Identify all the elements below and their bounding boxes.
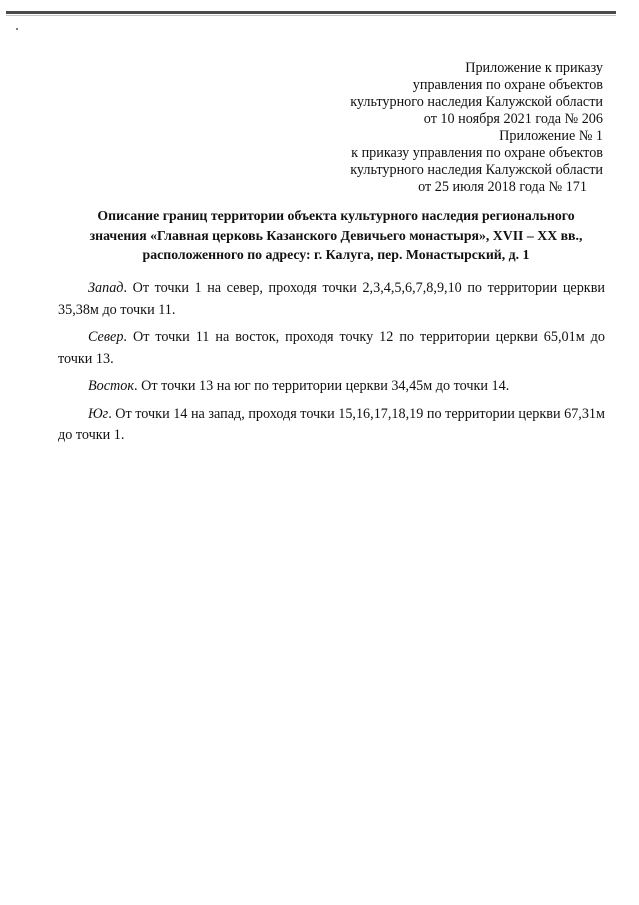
boundary-paragraph-north — [58, 327, 605, 370]
boundary-text: . От точки 14 на запад, проходя точки 15,16,17,18,19 по территории церкви 67,31м до точки 1. — [58, 405, 605, 443]
boundary-text: . От точки 11 на восток, проходя точку 12 по территории церкви 65,01м до точки 13. — [58, 329, 605, 367]
boundary-paragraph-south — [58, 404, 605, 447]
appendix-header-line: управления по охране объектов — [412, 77, 603, 93]
appendix-header — [303, 60, 603, 196]
scan-top-edge — [6, 11, 616, 14]
direction-label: Запад — [88, 280, 124, 296]
document-title-line: значения «Главная церковь Казанского Девичьего монастыря», XVII – XX вв., — [89, 227, 583, 243]
direction-label: Восток — [88, 378, 135, 394]
appendix-header-line: Приложение к приказу — [465, 60, 603, 76]
boundary-paragraph-east — [58, 376, 605, 398]
document-title-line: Описание границ территории объекта культурного наследия регионального — [97, 208, 575, 223]
appendix-header-line: от 25 июля 2018 года № 171 — [418, 179, 587, 195]
direction-label: Север — [88, 329, 124, 345]
direction-label: Юг — [88, 405, 109, 422]
appendix-header-line: культурного наследия Калужской области — [350, 94, 603, 110]
boundary-text: . От точки 13 на юг по территории церкви 34,45м до точки 14. — [134, 378, 510, 394]
scan-top-edge-shadow — [6, 15, 616, 16]
document-title — [60, 206, 612, 265]
boundary-paragraph-west — [58, 278, 605, 321]
boundary-description — [58, 278, 605, 453]
appendix-header-line: Приложение № 1 — [499, 128, 603, 144]
document-title-line: расположенного по адресу: г. Калуга, пер. Монастырский, д. 1 — [142, 247, 530, 262]
scan-speck — [16, 28, 18, 30]
boundary-text: . От точки 1 на север, проходя точки 2,3,4,5,6,7,8,9,10 по территории церкви 35,38м до точки 11. — [58, 280, 605, 318]
appendix-header-line: к приказу управления по охране объектов — [351, 145, 603, 161]
appendix-header-line: от 10 ноября 2021 года № 206 — [423, 111, 603, 127]
appendix-header-line: культурного наследия Калужской области — [350, 162, 603, 178]
